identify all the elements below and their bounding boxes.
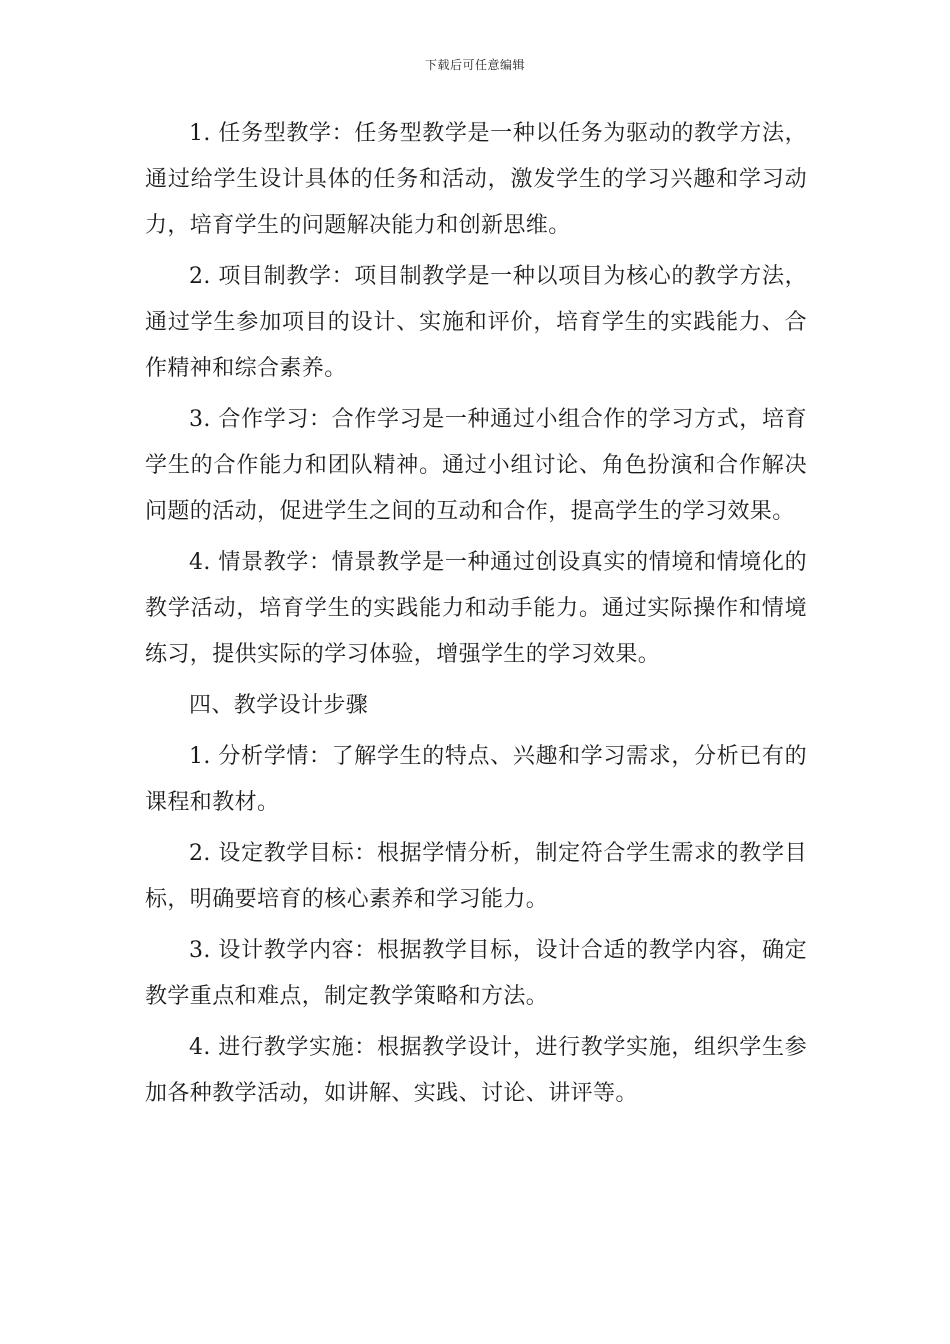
- paragraph-step-implement: 4. 进行教学实施：根据教学设计，进行教学实施，组织学生参加各种教学活动，如讲解、实践、讨论、讲评等。: [145, 1035, 807, 1106]
- section-heading-design-steps: 四、教学设计步骤: [189, 693, 369, 718]
- document-body: [145, 111, 807, 1122]
- paragraph-step-analyze: 1. 分析学情：了解学生的特点、兴趣和学习需求，分析已有的课程和教材。: [145, 744, 807, 815]
- paragraph-step-content: 3. 设计教学内容：根据教学目标，设计合适的教学内容，确定教学重点和难点，制定教学策略和方法。: [145, 938, 807, 1009]
- paragraph-project-based-teaching: 2. 项目制教学：项目制教学是一种以项目为核心的教学方法，通过学生参加项目的设计、实施和评价，培育学生的实践能力、合作精神和综合素养。: [145, 264, 807, 381]
- page-header: 下载后可任意编辑: [424, 58, 525, 72]
- paragraph-step-goals: 2. 设定教学目标：根据学情分析，制定符合学生需求的教学目标，明确要培育的核心素养和学习能力。: [145, 841, 807, 912]
- paragraph-cooperative-learning: 3. 合作学习：合作学习是一种通过小组合作的学习方式，培育学生的合作能力和团队精神。通过小组讨论、角色扮演和合作解决问题的活动，促进学生之间的互动和合作，提高学生的学习效果。: [145, 407, 807, 524]
- paragraph-task-based-teaching: 1. 任务型教学：任务型教学是一种以任务为驱动的教学方法，通过给学生设计具体的任务和活动，激发学生的学习兴趣和学习动力，培育学生的问题解决能力和创新思维。: [145, 121, 807, 238]
- paragraph-situational-teaching: 4. 情景教学：情景教学是一种通过创设真实的情境和情境化的教学活动，培育学生的实践能力和动手能力。通过实际操作和情境练习，提供实际的学习体验，增强学生的学习效果。: [145, 550, 807, 667]
